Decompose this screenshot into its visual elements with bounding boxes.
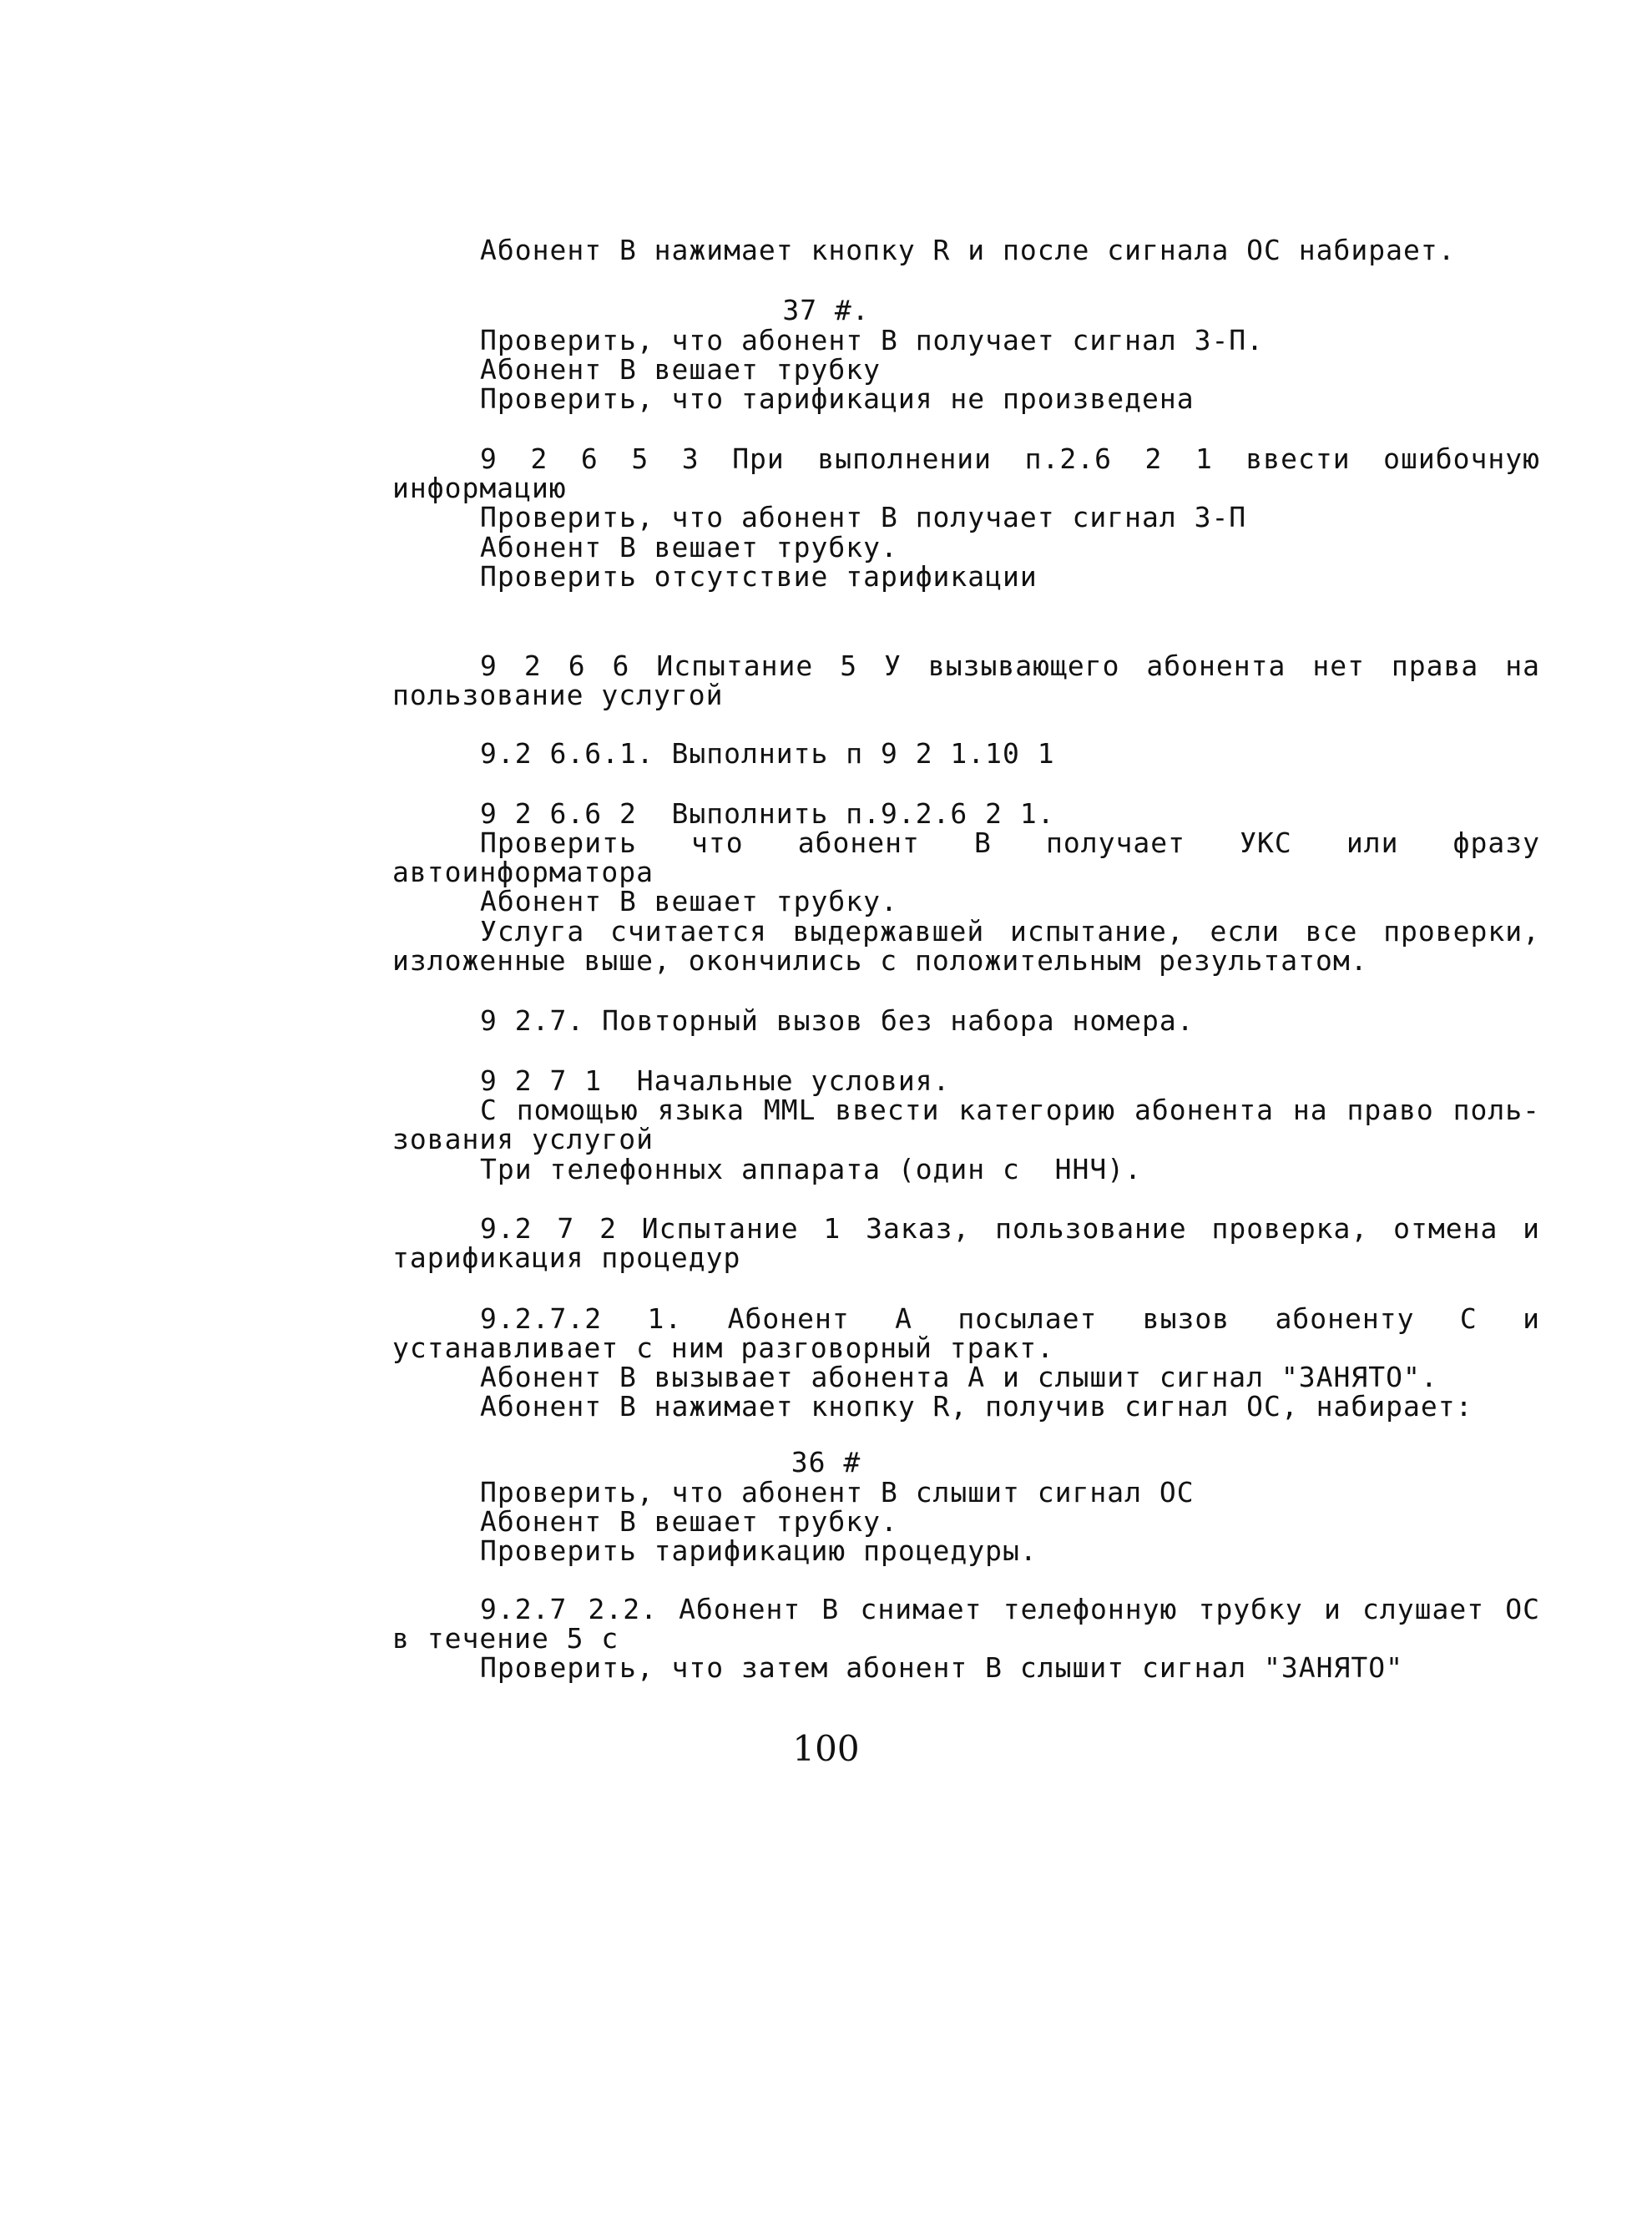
- text-line: Проверить, что абонент В получает сигнал З-П.: [480, 324, 1265, 356]
- text-line: Проверить, что тарификация не произведена: [480, 382, 1195, 415]
- text-line: Проверить тарификацию процедуры.: [480, 1534, 1038, 1567]
- text-line: Абонент В вешает трубку.: [480, 1505, 898, 1538]
- section-heading: 9 2 6 5 3 При выполнении п.2.6 2 1 ввести ошибочную: [480, 442, 1540, 475]
- text-line: 9.2 6.6.1. Выполнить п 9 2 1.10 1: [480, 737, 1055, 770]
- code-line: 36 #: [791, 1446, 861, 1478]
- text-line: 9.2.7 2.2. Абонент В снимает телефонную трубку и слушает ОС: [480, 1593, 1540, 1625]
- text-line: Три телефонных аппарата (один с ННЧ).: [480, 1153, 1142, 1185]
- text-line: устанавливает с ним разговорный тракт.: [392, 1332, 1054, 1364]
- text-line: информацию: [392, 472, 567, 504]
- text-line: Абонент В вешает трубку.: [480, 885, 898, 917]
- text-line: Проверить, что абонент В получает сигнал З-П: [480, 501, 1247, 533]
- page-number: 100: [792, 1728, 860, 1769]
- text-line: Абонент В вешает трубку.: [480, 531, 898, 564]
- text-line: зования услугой: [392, 1123, 654, 1155]
- text-line: тарификация процедур: [392, 1241, 741, 1274]
- section-heading: 9 2 7 1 Начальные условия.: [480, 1064, 951, 1097]
- section-heading: 9 2.7. Повторный вызов без набора номера.: [480, 1004, 1195, 1037]
- section-heading: 9.2 7 2 Испытание 1 Заказ, пользование проверка, отмена и: [480, 1212, 1540, 1245]
- text-line: Абонент В вешает трубку: [480, 353, 881, 386]
- text-line: изложенные выше, окончились с положительным результатом.: [392, 944, 1368, 977]
- section-heading: 9 2 6 6 Испытание 5 У вызывающего абонента нет права на: [480, 649, 1540, 682]
- text-line: Абонент В нажимает кнопку R и после сигнала ОС набирает.: [480, 234, 1456, 266]
- text-line: 9.2.7.2 1. Абонент А посылает вызов абоненту С и: [480, 1302, 1540, 1335]
- text-line: Абонент В нажимает кнопку R, получив сигнал ОС, набирает:: [480, 1390, 1473, 1423]
- text-line: пользование услугой: [392, 679, 724, 711]
- text-line: Проверить, что затем абонент В слышит сигнал "ЗАНЯТО": [480, 1651, 1403, 1684]
- text-line: Проверить, что абонент В слышит сигнал ОС: [480, 1476, 1195, 1509]
- text-line: Абонент В вызывает абонента А и слышит сигнал "ЗАНЯТО".: [480, 1361, 1438, 1393]
- text-line: Проверить отсутствие тарификации: [480, 560, 1038, 593]
- text-line: С помощью языка ММL ввести категорию абонента на право поль-: [480, 1094, 1540, 1126]
- text-line: 9 2 6.6 2 Выполнить п.9.2.6 2 1.: [480, 797, 1055, 830]
- text-line: Услуга считается выдержавшей испытание, если все проверки,: [480, 915, 1540, 948]
- text-line: Проверить что абонент В получает УКС или фразу: [480, 826, 1540, 859]
- code-line: 37 #.: [782, 294, 870, 326]
- text-line: автоинформатора: [392, 856, 654, 888]
- text-line: в течение 5 с: [392, 1622, 619, 1655]
